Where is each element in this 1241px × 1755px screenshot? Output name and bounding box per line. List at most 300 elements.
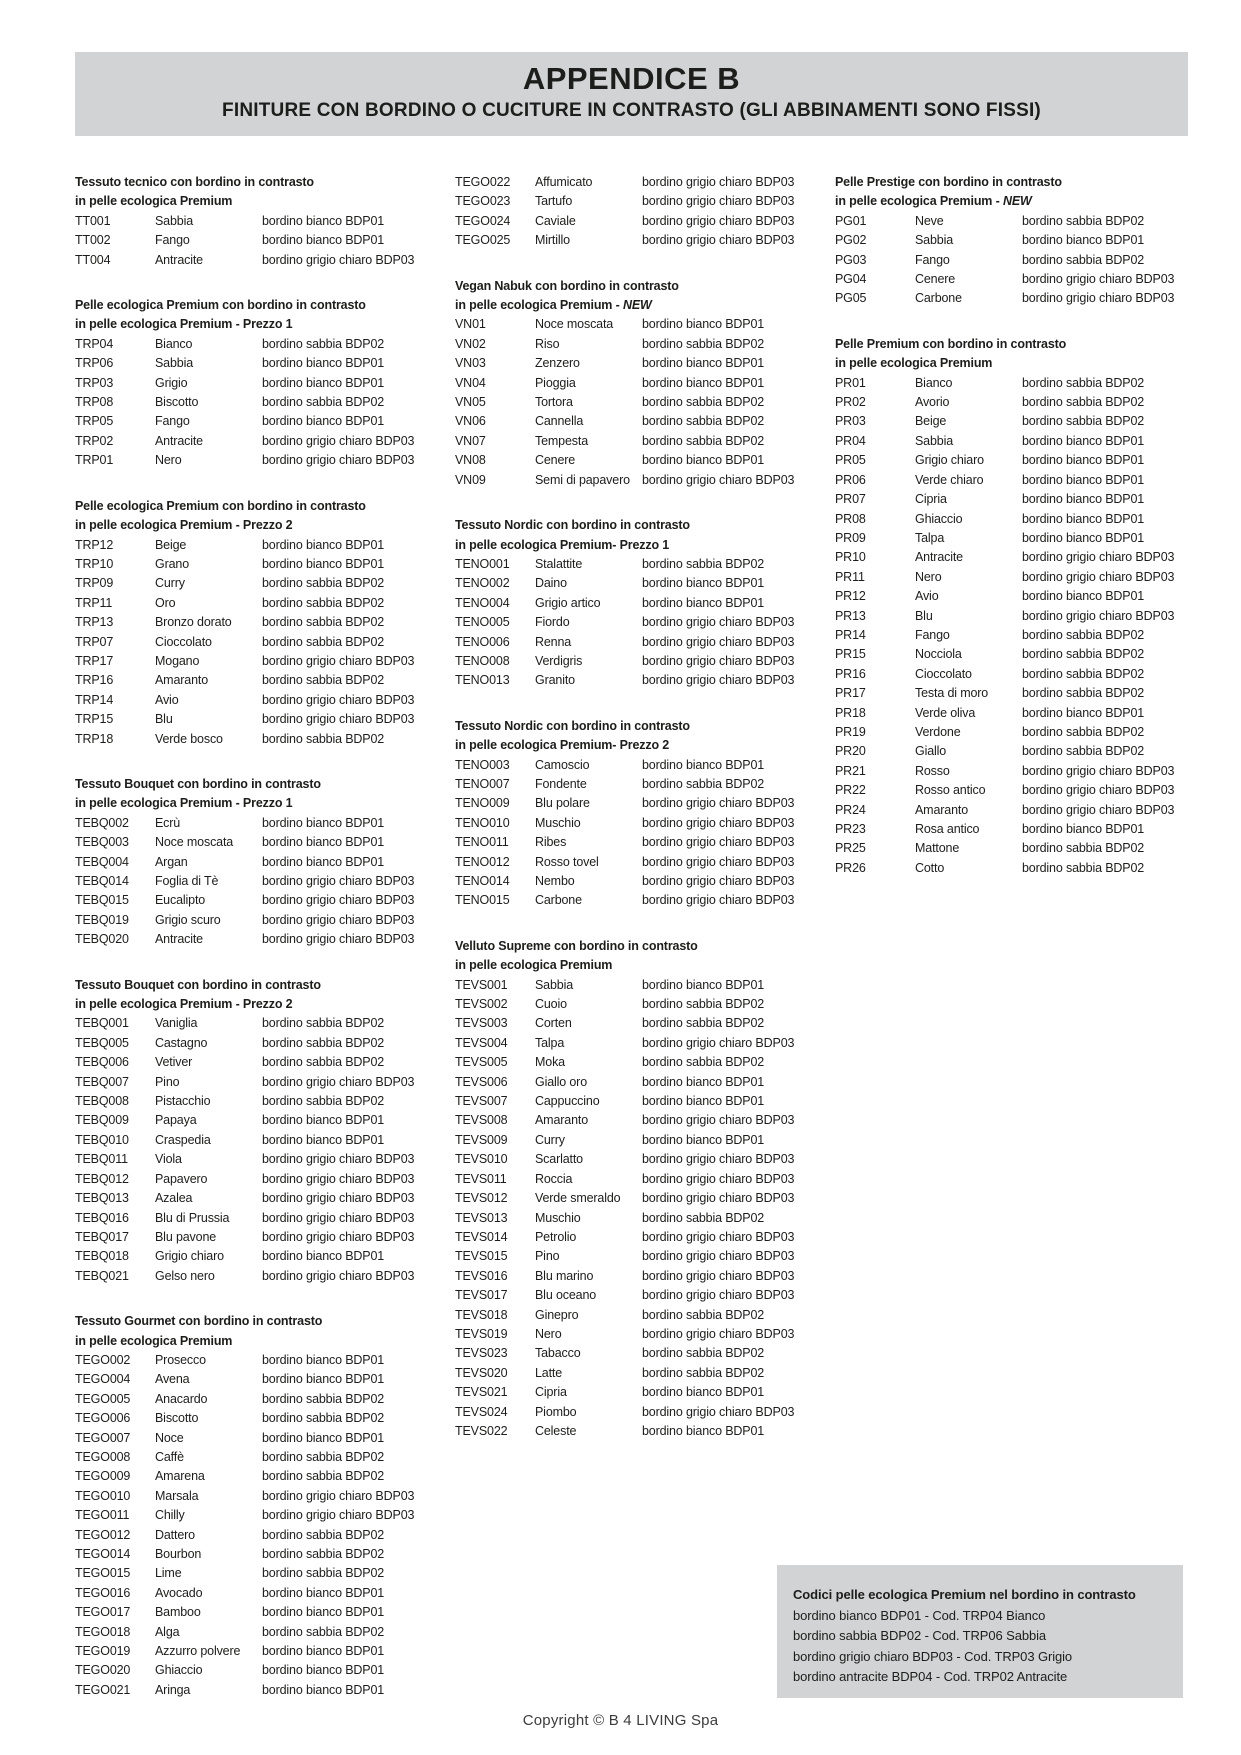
finish-row [835, 801, 1207, 820]
finish-code: PR24 [835, 802, 866, 817]
finish-row [835, 645, 1207, 664]
finish-row [75, 652, 447, 671]
finish-bordino: bordino grigio chiaro BDP03 [1022, 802, 1175, 817]
finish-bordino: bordino grigio chiaro BDP03 [262, 893, 415, 908]
finish-row [75, 594, 447, 613]
finish-row [835, 231, 1207, 250]
finish-color-name: Blu oceano [535, 1288, 597, 1303]
finish-color-name: Vetiver [155, 1055, 193, 1070]
finish-row [455, 1306, 827, 1325]
finish-color-name: Noce moscata [155, 835, 234, 850]
finish-bordino: bordino sabbia BDP02 [262, 1016, 385, 1031]
finish-color-name: Fango [155, 233, 190, 248]
finish-bordino: bordino bianco BDP01 [262, 1372, 385, 1387]
finish-color-name: Fango [915, 627, 950, 642]
finish-row [75, 251, 447, 270]
finish-code: TENO001 [455, 556, 510, 571]
finish-row [75, 1584, 447, 1603]
finish-code: TEBQ010 [75, 1132, 129, 1147]
finish-row [455, 1034, 827, 1053]
finish-bordino: bordino sabbia BDP02 [262, 1547, 385, 1561]
finish-bordino: bordino sabbia BDP02 [262, 336, 385, 351]
finish-code: TRP01 [75, 453, 114, 468]
finish-row [835, 684, 1207, 703]
finish-code: TENO004 [455, 595, 510, 610]
finish-code: PR17 [835, 686, 866, 701]
finish-color-name: Grigio artico [535, 595, 601, 610]
finish-bordino: bordino grigio chiaro BDP03 [642, 874, 795, 888]
finish-bordino: bordino sabbia BDP02 [262, 576, 385, 591]
finish-row [835, 781, 1207, 800]
finish-row [75, 1209, 447, 1228]
section-heading-line: in pelle ecologica Premium - NEW [835, 194, 1032, 209]
finish-bordino: bordino sabbia BDP02 [1022, 375, 1145, 390]
finish-section [75, 976, 447, 1287]
finish-row [75, 1487, 447, 1506]
finish-row [75, 1661, 447, 1680]
finish-row [75, 1681, 447, 1700]
finish-row [75, 1092, 447, 1111]
finish-row [835, 762, 1207, 781]
finish-row [835, 839, 1207, 858]
finish-color-name: Rosso tovel [535, 854, 599, 869]
finish-color-name: Corten [535, 1016, 572, 1031]
finish-code: TEBQ009 [75, 1113, 129, 1128]
finish-color-name: Latte [535, 1365, 563, 1380]
finish-bordino: bordino grigio chiaro BDP03 [642, 233, 795, 248]
finish-color-name: Craspedia [155, 1132, 211, 1147]
finish-row [75, 1390, 447, 1409]
finish-color-name: Roccia [535, 1171, 573, 1186]
finish-color-name: Talpa [915, 530, 945, 545]
finish-color-name: Verdone [915, 724, 961, 739]
finish-code: TEVS011 [455, 1171, 507, 1186]
finish-row [455, 756, 827, 775]
finish-bordino: bordino bianco BDP01 [1022, 433, 1145, 448]
finish-bordino: bordino grigio chiaro BDP03 [642, 175, 795, 189]
section-heading-line: Tessuto Gourmet con bordino in contrasto [75, 1314, 323, 1329]
finish-code: TRP17 [75, 653, 114, 668]
finish-code: PG02 [835, 233, 867, 248]
finish-row [75, 1526, 447, 1545]
finish-color-name: Fango [915, 252, 950, 267]
finish-code: TEVS024 [455, 1404, 508, 1419]
finish-code: PR08 [835, 511, 866, 526]
finish-bordino: bordino grigio chiaro BDP03 [642, 1404, 795, 1419]
finish-row [835, 665, 1207, 684]
finish-code: TEVS022 [455, 1423, 508, 1438]
finish-bordino: bordino grigio chiaro BDP03 [642, 1249, 795, 1264]
finish-color-name: Verde smeraldo [535, 1191, 621, 1206]
finish-color-name: Moka [535, 1055, 565, 1070]
finish-color-name: Fango [155, 414, 190, 429]
finish-bordino: bordino bianco BDP01 [262, 356, 385, 371]
finish-bordino: bordino sabbia BDP02 [642, 395, 765, 410]
finish-code: TT001 [75, 213, 111, 228]
section-heading-line: in pelle ecologica Premium - NEW [455, 298, 652, 313]
finish-bordino: bordino grigio chiaro BDP03 [642, 1288, 795, 1303]
finish-code: TEVS002 [455, 997, 508, 1012]
premium-codes-box [777, 1565, 1183, 1698]
finish-row [455, 1170, 827, 1189]
section-heading-line: in pelle ecologica Premium [455, 958, 613, 973]
finish-color-name: Beige [915, 414, 947, 429]
finish-color-name: Ecrù [155, 815, 181, 830]
finish-bordino: bordino grigio chiaro BDP03 [642, 835, 795, 850]
finish-color-name: Vaniglia [155, 1016, 198, 1031]
section-heading-line: Tessuto Bouquet con bordino in contrasto [75, 977, 321, 992]
finish-code: TENO015 [455, 893, 510, 908]
finish-row [75, 354, 447, 373]
finish-code: TRP05 [75, 414, 114, 429]
finish-code: PR25 [835, 841, 866, 856]
finish-color-name: Tabacco [535, 1346, 581, 1361]
finish-bordino: bordino grigio chiaro BDP03 [642, 796, 795, 811]
finish-code: TEVS017 [455, 1288, 508, 1303]
finish-code: TENO013 [455, 673, 510, 688]
finish-bordino: bordino grigio chiaro BDP03 [642, 1171, 795, 1186]
finish-bordino: bordino sabbia BDP02 [262, 1035, 385, 1050]
finish-row [835, 626, 1207, 645]
finish-bordino: bordino grigio chiaro BDP03 [642, 1035, 795, 1050]
finish-row [455, 451, 827, 470]
finish-code: TENO007 [455, 776, 510, 791]
finish-row [75, 1642, 447, 1661]
finish-color-name: Antracite [155, 433, 203, 448]
finish-row [835, 859, 1207, 878]
finish-color-name: Nero [535, 1326, 562, 1341]
finish-code: TEBQ017 [75, 1229, 129, 1244]
finish-color-name: Cioccolato [915, 666, 972, 681]
finish-bordino: bordino sabbia BDP02 [1022, 213, 1145, 228]
finish-row [75, 412, 447, 431]
finish-code: TEGO010 [75, 1488, 131, 1503]
finish-code: TEGO015 [75, 1566, 131, 1581]
finish-code: TRP07 [75, 634, 114, 649]
finish-row [455, 1228, 827, 1247]
finish-row [75, 1448, 447, 1467]
finish-code: VN03 [455, 356, 486, 371]
finish-bordino: bordino sabbia BDP02 [262, 1449, 385, 1464]
finish-color-name: Cappuccino [535, 1094, 600, 1109]
finish-code: TEGO012 [75, 1527, 131, 1542]
finish-row [455, 1344, 827, 1363]
finish-section [75, 497, 447, 749]
finish-row [455, 354, 827, 373]
finish-row [835, 529, 1207, 548]
finish-row [835, 820, 1207, 839]
finish-color-name: Mirtillo [535, 233, 570, 248]
finish-code: TEBQ002 [75, 815, 129, 830]
finish-code: PR15 [835, 647, 866, 662]
finish-bordino: bordino grigio chiaro BDP03 [262, 1152, 415, 1167]
finish-row [75, 432, 447, 451]
finish-code: TEGO022 [455, 175, 511, 189]
finish-code: PR26 [835, 860, 866, 875]
section-heading-line: Tessuto Nordic con bordino in contrasto [455, 718, 690, 733]
finish-code: TEGO025 [455, 233, 511, 248]
finish-bordino: bordino bianco BDP01 [262, 233, 385, 248]
section-heading-line: Vegan Nabuk con bordino in contrasto [455, 278, 679, 293]
finish-code: PR03 [835, 414, 866, 429]
finish-bordino: bordino bianco BDP01 [262, 1249, 385, 1264]
finish-color-name: Azzurro polvere [155, 1644, 241, 1659]
finish-bordino: bordino bianco BDP01 [642, 317, 765, 332]
codes-box-lines [793, 1606, 1183, 1688]
section-heading-line: in pelle ecologica Premium [75, 194, 233, 209]
finish-code: TEBQ014 [75, 874, 129, 888]
finish-bordino: bordino sabbia BDP02 [1022, 395, 1145, 410]
finish-code: PR18 [835, 705, 866, 720]
codes-box-title: Codici pelle ecologica Premium nel bordino in contrasto [793, 1587, 1136, 1602]
finish-color-name: Antracite [155, 932, 203, 947]
finish-code: TEGO016 [75, 1585, 131, 1600]
finish-color-name: Tempesta [535, 433, 588, 448]
finish-row [75, 1014, 447, 1033]
finish-code: PR04 [835, 433, 866, 448]
finish-code: PR14 [835, 627, 866, 642]
finish-code: PG04 [835, 272, 867, 287]
finish-bordino: bordino sabbia BDP02 [642, 414, 765, 429]
finish-color-name: Curry [155, 576, 185, 591]
finish-row [75, 671, 447, 690]
finish-row [835, 704, 1207, 723]
finish-code: TEGO002 [75, 1352, 131, 1367]
finish-bordino: bordino bianco BDP01 [1022, 530, 1145, 545]
finish-color-name: Verde chiaro [915, 472, 984, 487]
section-heading-line: in pelle ecologica Premium [75, 1333, 233, 1348]
finish-color-name: Avio [155, 692, 179, 707]
finish-code: TEVS023 [455, 1346, 508, 1361]
finish-row [455, 652, 827, 671]
finish-color-name: Chilly [155, 1508, 185, 1523]
finish-row [75, 1247, 447, 1266]
finish-bordino: bordino sabbia BDP02 [1022, 686, 1145, 701]
finish-code: PR16 [835, 666, 866, 681]
finish-bordino: bordino grigio chiaro BDP03 [262, 712, 415, 727]
finish-code: TENO003 [455, 757, 510, 772]
finish-color-name: Eucalipto [155, 893, 206, 908]
finish-bordino: bordino bianco BDP01 [1022, 589, 1145, 604]
finish-row [835, 490, 1207, 509]
finish-row [835, 270, 1207, 289]
finish-code: VN02 [455, 336, 486, 351]
finish-bordino: bordino bianco BDP01 [1022, 822, 1145, 836]
finish-color-name: Celeste [535, 1423, 577, 1438]
finish-section [455, 173, 827, 251]
finish-row [455, 374, 827, 393]
finish-row [75, 814, 447, 833]
finish-row [75, 1506, 447, 1525]
finish-bordino: bordino bianco BDP01 [1022, 511, 1145, 526]
finish-color-name: Pino [155, 1074, 180, 1089]
codes-box-line: bordino grigio chiaro BDP03 - Cod. TRP03 Grigio [793, 1648, 1073, 1664]
finish-row [75, 555, 447, 574]
finish-code: TRP08 [75, 395, 114, 410]
finish-section [455, 277, 827, 490]
finish-section [455, 717, 827, 911]
finish-color-name: Cotto [915, 860, 945, 875]
finish-bordino: bordino grigio chiaro BDP03 [642, 634, 795, 649]
finish-bordino: bordino sabbia BDP02 [1022, 647, 1145, 662]
finish-color-name: Cipria [535, 1385, 567, 1400]
finish-color-name: Zenzero [535, 356, 580, 371]
finish-row [835, 742, 1207, 761]
finish-row [455, 555, 827, 574]
finish-row [75, 574, 447, 593]
finish-bordino: bordino sabbia BDP02 [1022, 666, 1145, 681]
finish-color-name: Amarena [155, 1469, 205, 1484]
finish-code: VN09 [455, 472, 486, 487]
finish-color-name: Cipria [915, 492, 947, 507]
finish-code: TEBQ018 [75, 1249, 129, 1264]
finish-code: TT004 [75, 252, 111, 267]
finish-code: TEVS006 [455, 1074, 508, 1089]
finish-bordino: bordino bianco BDP01 [262, 1352, 385, 1367]
finish-color-name: Beige [155, 537, 187, 552]
finish-row [75, 335, 447, 354]
page-title: APPENDICE B [522, 61, 741, 96]
finish-section [455, 937, 827, 1442]
finish-code: PG01 [835, 213, 867, 228]
finish-bordino: bordino bianco BDP01 [262, 1430, 385, 1445]
finish-bordino: bordino sabbia BDP02 [642, 1055, 765, 1070]
finish-bordino: bordino sabbia BDP02 [262, 634, 385, 649]
section-heading-line: Tessuto Nordic con bordino in contrasto [455, 518, 690, 533]
finish-color-name: Muschio [535, 815, 581, 830]
finish-bordino: bordino grigio chiaro BDP03 [1022, 291, 1175, 306]
finish-row [455, 594, 827, 613]
finish-color-name: Avocado [155, 1585, 203, 1600]
finish-color-name: Ginepro [535, 1307, 579, 1322]
finish-code: TEGO011 [75, 1508, 130, 1523]
finish-color-name: Mattone [915, 841, 960, 856]
finish-row [75, 930, 447, 949]
finish-code: VN07 [455, 433, 486, 448]
finish-code: TEGO017 [75, 1605, 131, 1620]
finish-bordino: bordino bianco BDP01 [642, 453, 765, 468]
finish-bordino: bordino grigio chiaro BDP03 [262, 252, 415, 267]
finish-color-name: Alga [155, 1624, 180, 1639]
finish-color-name: Avorio [915, 395, 950, 410]
finish-bordino: bordino sabbia BDP02 [262, 1411, 385, 1426]
finish-code: TRP13 [75, 615, 114, 630]
finish-row [75, 1170, 447, 1189]
finish-bordino: bordino sabbia BDP02 [1022, 627, 1145, 642]
finish-code: TEBQ004 [75, 854, 129, 869]
finish-bordino: bordino bianco BDP01 [262, 375, 385, 390]
finish-code: TEVS019 [455, 1326, 508, 1341]
finish-row [455, 192, 827, 211]
new-flag: NEW [622, 298, 652, 313]
finish-bordino: bordino bianco BDP01 [642, 356, 765, 371]
column-middle [455, 173, 827, 1467]
finish-bordino: bordino bianco BDP01 [1022, 705, 1145, 720]
finish-row [455, 471, 827, 490]
finish-row [455, 1073, 827, 1092]
finish-bordino: bordino grigio chiaro BDP03 [642, 194, 795, 209]
finish-bordino: bordino sabbia BDP02 [642, 1346, 765, 1361]
finish-color-name: Prosecco [155, 1352, 206, 1367]
finish-bordino: bordino sabbia BDP02 [642, 336, 765, 351]
finish-bordino: bordino grigio chiaro BDP03 [1022, 569, 1175, 584]
finish-bordino: bordino grigio chiaro BDP03 [642, 1152, 795, 1167]
finish-code: TEBQ013 [75, 1191, 129, 1206]
finish-bordino: bordino sabbia BDP02 [1022, 724, 1145, 739]
section-heading-line: in pelle ecologica Premium- Prezzo 2 [455, 738, 670, 753]
finish-color-name: Sabbia [915, 233, 954, 248]
finish-bordino: bordino grigio chiaro BDP03 [642, 1113, 795, 1128]
finish-bordino: bordino bianco BDP01 [262, 1132, 385, 1147]
finish-row [75, 853, 447, 872]
finish-color-name: Sabbia [155, 356, 194, 371]
finish-code: TEVS012 [455, 1191, 508, 1206]
finish-color-name: Papaya [155, 1113, 197, 1128]
finish-bordino: bordino sabbia BDP02 [1022, 860, 1145, 875]
finish-bordino: bordino sabbia BDP02 [642, 556, 765, 571]
finish-code: TEBQ012 [75, 1171, 129, 1186]
finish-color-name: Carbone [915, 291, 962, 306]
page-subtitle: FINITURE CON BORDINO O CUCITURE IN CONTRASTO (GLI ABBINAMENTI SONO FISSI) [222, 100, 1041, 121]
finish-row [455, 1189, 827, 1208]
finish-row [75, 1429, 447, 1448]
finish-row [75, 1073, 447, 1092]
finish-code: TENO010 [455, 815, 510, 830]
finish-row [455, 1150, 827, 1169]
finish-code: TEBQ007 [75, 1074, 129, 1089]
finish-bordino: bordino bianco BDP01 [642, 1094, 765, 1109]
finish-code: TEGO007 [75, 1430, 131, 1445]
finish-row [75, 613, 447, 632]
finish-code: PR05 [835, 453, 866, 468]
finish-row [455, 1014, 827, 1033]
finish-code: TEGO004 [75, 1372, 131, 1387]
finish-color-name: Viola [155, 1152, 182, 1167]
finish-code: TEVS001 [455, 977, 508, 992]
finish-row [75, 710, 447, 729]
finish-row [455, 1247, 827, 1266]
new-flag: NEW [1002, 194, 1032, 209]
finish-bordino: bordino grigio chiaro BDP03 [262, 692, 415, 707]
finish-row [75, 1228, 447, 1247]
finish-code: PR20 [835, 744, 866, 759]
finish-code: TEGO006 [75, 1411, 131, 1426]
finish-bordino: bordino bianco BDP01 [642, 757, 765, 772]
finish-row [455, 315, 827, 334]
finish-row [75, 891, 447, 910]
finish-color-name: Bronzo dorato [155, 615, 232, 630]
finish-color-name: Antracite [155, 252, 203, 267]
finish-code: TEGO014 [75, 1547, 131, 1561]
finish-bordino: bordino sabbia BDP02 [1022, 414, 1145, 429]
finish-row [835, 374, 1207, 393]
finish-row [75, 231, 447, 250]
finish-bordino: bordino sabbia BDP02 [262, 1094, 385, 1109]
finish-row [455, 1131, 827, 1150]
finish-bordino: bordino bianco BDP01 [642, 595, 765, 610]
finish-code: PR13 [835, 608, 866, 623]
finish-bordino: bordino sabbia BDP02 [262, 1624, 385, 1639]
finish-code: TENO014 [455, 874, 510, 888]
finish-color-name: Grigio [155, 375, 188, 390]
codes-box-line: bordino bianco BDP01 - Cod. TRP04 Bianco [793, 1607, 1046, 1623]
finish-bordino: bordino grigio chiaro BDP03 [262, 1210, 415, 1225]
finish-row [835, 607, 1207, 626]
finish-section [835, 335, 1207, 878]
finish-bordino: bordino bianco BDP01 [1022, 453, 1145, 468]
finish-color-name: Bourbon [155, 1547, 202, 1561]
finish-bordino: bordino bianco BDP01 [642, 375, 765, 390]
